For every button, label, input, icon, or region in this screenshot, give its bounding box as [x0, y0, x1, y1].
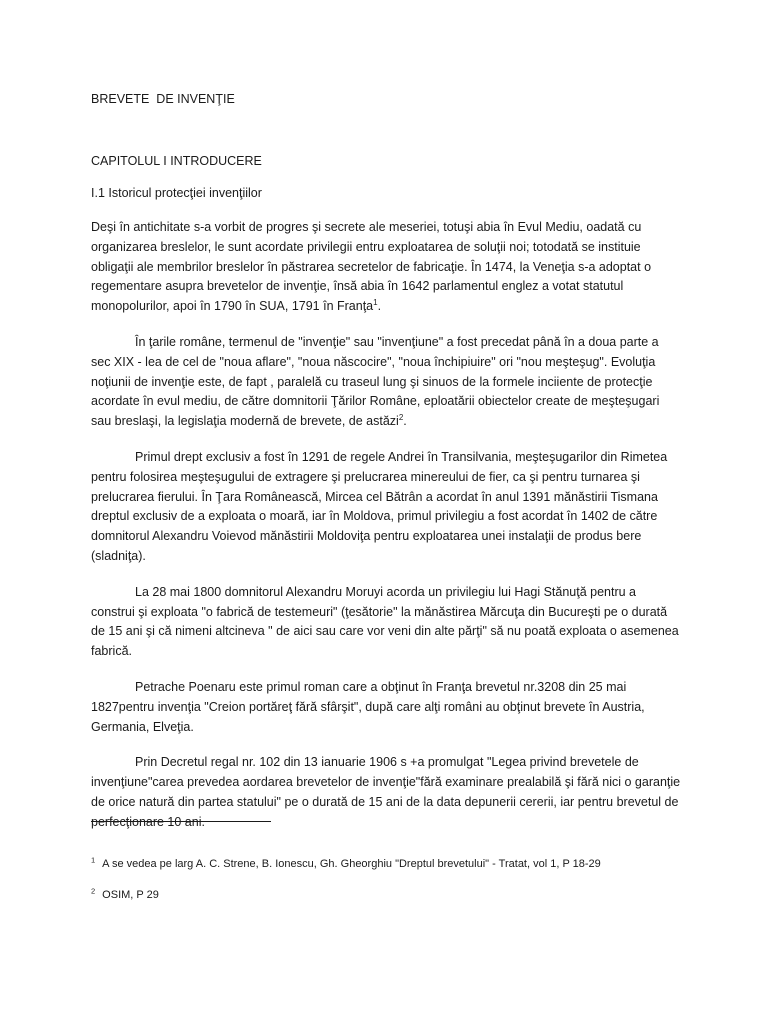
- footnote-1-text: A se vedea pe larg A. C. Strene, B. Ionescu, Gh. Gheorghiu "Dreptul brevetului" - Tratat, vol 1, P 18-29: [102, 858, 601, 870]
- paragraph-2: [91, 333, 681, 432]
- footnote-separator: [91, 821, 271, 822]
- paragraph-2-text: În ţarile române, termenul de "invenţie" sau "invenţiune" a fost precedat până în a doua parte a sec XIX - lea de cel de "noua aflare", "noua născocire", "noua închipiuire" ori "nou meşteşug". Evoluţia noţiunii de invenţie este, de fapt , paralelă cu traseul lung şi sinuos de la formele inciiente de protecţie acordate în evul mediu, de către domnitorii Ţărilor Române, eploatării obiectelor create de meşteşugari sau breslaşi, la legislaţia modernă de brevete, de astăzi: [91, 334, 660, 429]
- paragraph-1-end: .: [377, 299, 382, 314]
- footnote-ref-1: 1: [373, 298, 378, 308]
- footnote-1: [91, 855, 601, 870]
- footnote-2: [91, 886, 159, 901]
- paragraph-1-text: Deşi în antichitate s-a vorbit de progres şi secrete ale meseriei, totuşi abia în Evul Mediu, oadată cu organizarea breslelor, le sunt acordate privilegii entru exploatarea de soluţii noi; totodată se instituie obligaţii ale membrilor breslelor în păstrarea secretelor de fabricaţie. În 1474, la Veneţia s-a adoptat o regementare asupra brevetelor de invenţie, însă abia în 1642 parlamentul englez a votat statutul monopolurilor, apoi în 1790 în SUA, 1791 în Franţa: [91, 220, 652, 314]
- footnote-1-mark: 1: [91, 855, 96, 865]
- document-body: [91, 218, 681, 849]
- paragraph-4: La 28 mai 1800 domnitorul Alexandru Moruyi acorda un privilegiu lui Hagi Stănuţă pentru a construi şi exploata "o fabrică de testemeuri" (ţesătorie" la mănăstirea Mărcuţa din Bucureşti pe o durată de 15 ani şi că nimeni altcineva " de aici sau care vor veni din alte părţi" să nu poată exploata o asemenea fabrică.: [91, 584, 679, 659]
- footnote-ref-2: 2: [398, 413, 404, 423]
- footnote-2-mark: 2: [91, 886, 96, 896]
- document-title: BREVETE DE INVENŢIE: [91, 92, 235, 106]
- paragraph-3: Primul drept exclusiv a fost în 1291 de regele Andrei în Transilvania, meşteşugarilor din Rimetea pentru folosirea meşteşugului de extragere şi prelucrarea minereului de fier, ca şi pentru turnarea şi prelucrarea fierului. În Ţara Românească, Mircea cel Bătrân a acordat în anul 1391 mănăstirii Tismana dreptul exclusiv de a exploata o moară, iar în Moldova, primul privilegiu a fost acordat în 1402 de către domnitorul Alexandru Voievod mănăstirii Moldoviţa pentru exploatarea unei instalaţii de produs bere (sladniţa).: [91, 449, 668, 563]
- paragraph-5: Petrache Poenaru este primul roman care a obţinut în Franţa brevetul nr.3208 din 25 mai 1827pentru invenţia "Creion portăreţ fără sfârşit", după care alţi români au obţinut brevete în Austria, Germania, Elveţia.: [91, 679, 645, 734]
- paragraph-1: [91, 218, 681, 317]
- footnote-2-text: OSIM, P 29: [102, 889, 159, 901]
- paragraph-2-end: .: [403, 414, 407, 429]
- section-heading: I.1 Istoricul protecţiei invenţiilor: [91, 186, 262, 200]
- paragraph-6: Prin Decretul regal nr. 102 din 13 ianuarie 1906 s +a promulgat "Legea privind brevetele de invenţiune"carea prevedea aordarea brevetelor de invenţie"fără examinare prealabilă şi fără nici o garanţie de orice natură din partea statului" pe o durată de 15 ani de la data depunerii cererii, iar pentru brevetul de perfecţionare 10 ani.: [91, 755, 681, 829]
- chapter-heading: CAPITOLUL I INTRODUCERE: [91, 154, 262, 168]
